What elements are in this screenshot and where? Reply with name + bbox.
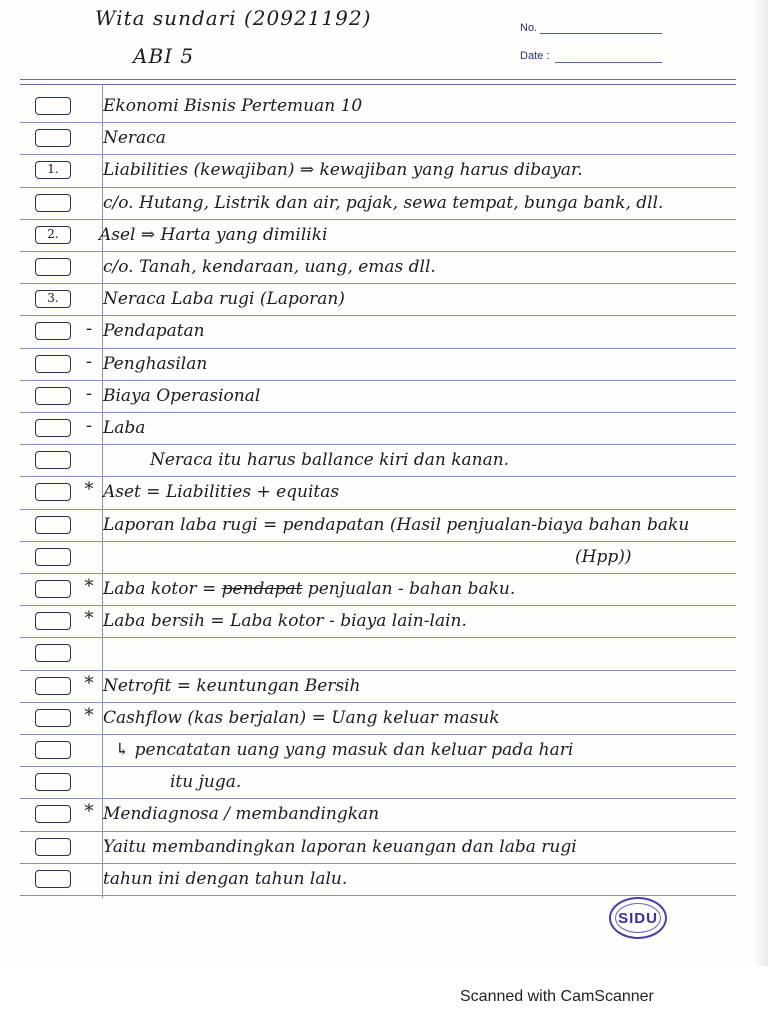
bullet-mark: - [85,318,93,340]
line-checkbox[interactable]: 1. [35,161,71,179]
note-text: Laporan laba rugi = pendapatan (Hasil penjualan-biaya bahan baku [103,514,690,535]
line-checkbox[interactable] [35,548,71,566]
bullet-mark: * [84,672,94,694]
note-line [20,155,736,187]
note-text: ↳ pencatatan uang yang masuk dan keluar pada hari [115,740,574,760]
note-text: Laba bersih = Laba kotor - biaya lain-lain. [103,611,467,632]
bullet-mark: - [85,415,93,436]
note-line [20,445,736,477]
line-checkbox[interactable] [35,580,71,598]
note-text: Cashflow (kas berjalan) = Uang keluar masuk [103,707,500,728]
bullet-mark: * [84,801,94,823]
note-text: Neraca itu harus ballance kiri dan kanan. [150,450,510,471]
note-text: Aset = Liabilities + equitas [103,482,340,503]
line-checkbox[interactable] [35,644,71,662]
note-line [20,799,736,831]
note-line [20,188,736,220]
note-text-part: penjualan - bahan baku. [302,579,516,599]
line-checkbox[interactable] [35,97,71,115]
note-text: Mendiagnosa / membandingkan [103,804,380,825]
line-checkbox[interactable] [35,258,71,276]
note-line [20,542,736,574]
line-checkbox[interactable] [35,805,71,823]
line-checkbox[interactable] [35,322,71,340]
note-line [20,413,736,445]
no-label: No. [520,22,538,34]
note-line [20,735,736,767]
line-checkbox[interactable] [35,451,71,469]
note-line [20,574,736,606]
note-text: Asel ⇒ Harta yang dimiliki [99,224,328,245]
note-line [20,510,736,542]
note-line [20,606,736,638]
note-text: (Hpp)) [575,546,632,567]
line-checkbox[interactable] [35,194,71,212]
bullet-mark: - [85,382,93,404]
note-text: itu juga. [170,772,242,793]
line-checkbox[interactable] [35,677,71,695]
date-label: Date : [520,50,550,62]
line-checkbox[interactable] [35,387,71,405]
note-text: Pendapatan [103,321,205,342]
line-checkbox[interactable] [35,516,71,534]
note-line [20,638,736,670]
note-text: Penghasilan [103,353,208,374]
line-checkbox[interactable]: 2. [35,226,71,244]
note-line [20,284,736,316]
struck-word: pendapat [221,579,303,599]
note-text: Liabilities (kewajiban) ⇒ kewajiban yang harus dibayar. [103,160,583,181]
note-line [20,316,736,348]
note-text: Neraca [103,128,166,149]
line-checkbox[interactable] [35,741,71,759]
note-line [20,91,736,123]
note-text: Neraca Laba rugi (Laporan) [103,289,345,310]
line-checkbox[interactable] [35,129,71,147]
class-label: ABI 5 [133,44,195,68]
line-checkbox[interactable] [35,612,71,630]
note-text: c/o. Hutang, Listrik dan air, pajak, sewa tempat, bunga bank, dll. [103,192,664,213]
note-line [20,477,736,509]
scanner-watermark: Scanned with CamScanner [460,988,654,1005]
note-text-part: Laba kotor = [103,579,222,599]
line-checkbox[interactable] [35,355,71,373]
note-line [20,767,736,799]
line-checkbox[interactable] [35,419,71,437]
note-text: tahun ini dengan tahun lalu. [103,868,348,889]
line-checkbox[interactable] [35,483,71,501]
note-line [20,381,736,413]
line-checkbox[interactable] [35,773,71,791]
date-field-line [555,62,662,63]
line-checkbox[interactable]: 3. [35,290,71,308]
line-checkbox[interactable] [35,870,71,888]
note-line [20,671,736,703]
line-checkbox[interactable] [35,709,71,727]
note-line [20,349,736,381]
line-checkbox[interactable] [35,838,71,856]
note-text: c/o. Tanah, kendaraan, uang, emas dll. [103,257,436,277]
bullet-mark: * [84,479,94,501]
note-text: Biaya Operasional [103,385,261,406]
note-line [20,220,736,252]
bullet-mark: * [84,608,94,630]
header-rule-inner [20,84,736,85]
note-text: Yaitu membandingkan laporan keuangan dan laba rugi [103,836,577,857]
note-line [20,123,736,155]
note-line [20,703,736,735]
bullet-mark: * [84,704,94,726]
logo-text: SIDU [618,909,658,927]
note-line [20,832,736,864]
note-line [20,252,736,284]
bullet-mark: * [84,576,94,597]
header-rule [20,79,736,80]
student-name: Wita sundari (20921192) [95,6,372,30]
note-text: Netrofit = keuntungan Bersih [103,675,361,696]
bullet-mark: - [85,350,93,372]
note-text [103,576,515,602]
note-line [20,864,736,896]
note-text: Laba [103,418,146,438]
note-text: Ekonomi Bisnis Pertemuan 10 [103,96,363,116]
sidu-logo [609,897,667,939]
no-field-line [540,33,662,34]
